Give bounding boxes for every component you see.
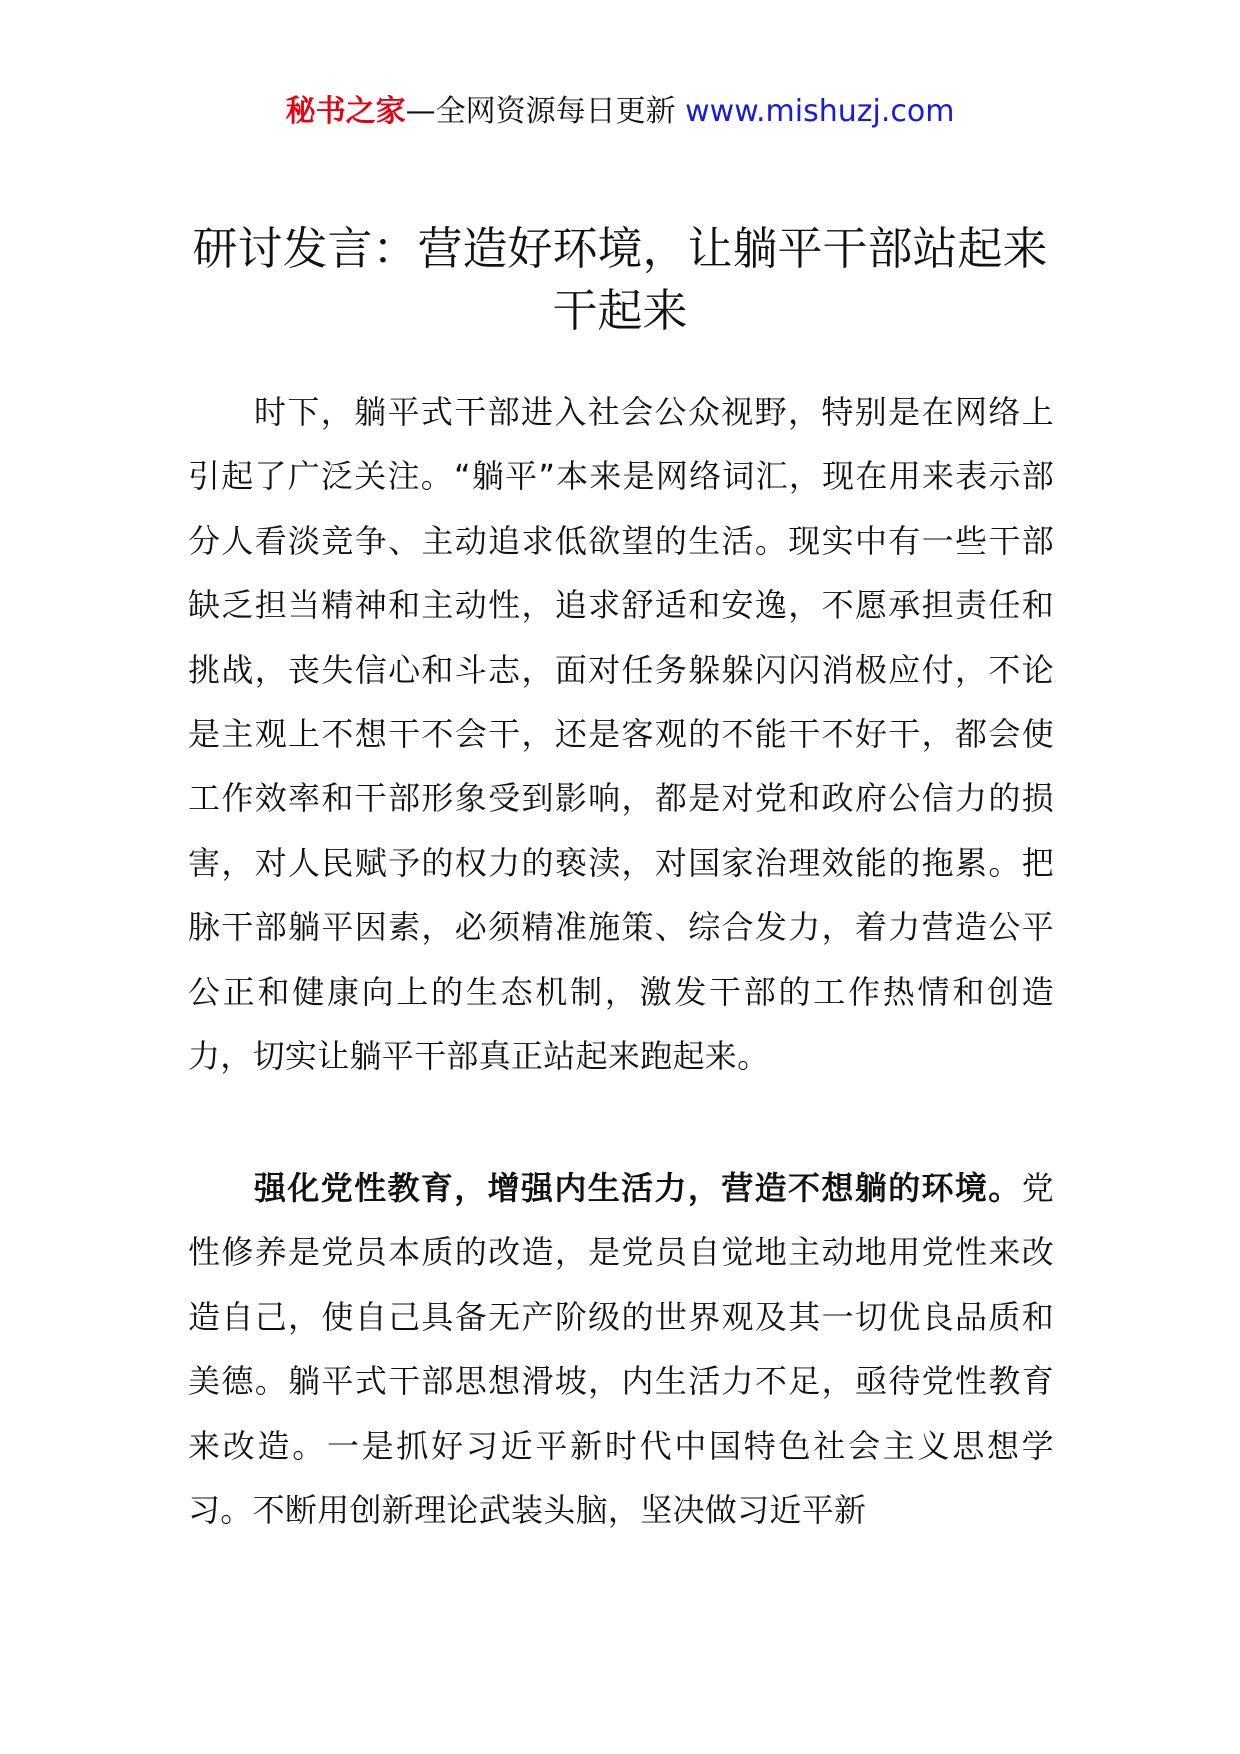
header-tagline: —全网资源每日更新 bbox=[405, 94, 676, 129]
document-title bbox=[140, 218, 1100, 342]
section-1-body: 党性修养是党员本质的改造，是党员自觉地主动地用党性来改造自己，使自己具备无产阶级的世界观及其一切优良品质和美德。躺平式干部思想滑坡，内生活力不足，亟待党性教育来改造。一是抓好习近平新时代中国特色社会主义思想学习。不断用创新理论武装头脑，坚决做习近平新 bbox=[188, 1169, 1054, 1530]
title-line-2: 干起来 bbox=[552, 284, 688, 337]
section-1-paragraph bbox=[188, 1156, 1054, 1542]
section-1-heading: 强化党性教育，增强内生活力，营造不想躺的环境。 bbox=[254, 1169, 1022, 1207]
site-header bbox=[0, 92, 1240, 132]
site-url-link[interactable]: www.mishuzj.com bbox=[685, 94, 955, 129]
title-line-1: 研讨发言：营造好环境，让躺平干部站起来 bbox=[192, 222, 1048, 275]
intro-paragraph: 时下，躺平式干部进入社会公众视野，特别是在网络上引起了广泛关注。“躺平”本来是网络词汇，现在用来表示部分人看淡竞争、主动追求低欲望的生活。现实中有一些干部缺乏担当精神和主动性，追求舒适和安逸，不愿承担责任和挑战，丧失信心和斗志，面对任务躲躲闪闪消极应付，不论是主观上不想干不会干，还是客观的不能干不好干，都会使工作效率和干部形象受到影响，都是对党和政府公信力的损害，对人民赋予的权力的亵渎，对国家治理效能的拖累。把脉干部躺平因素，必须精准施策、综合发力，着力营造公平公正和健康向上的生态机制，激发干部的工作热情和创造力，切实让躺平干部真正站起来跑起来。 bbox=[188, 393, 1054, 1076]
brand-name: 秘书之家 bbox=[285, 94, 406, 129]
